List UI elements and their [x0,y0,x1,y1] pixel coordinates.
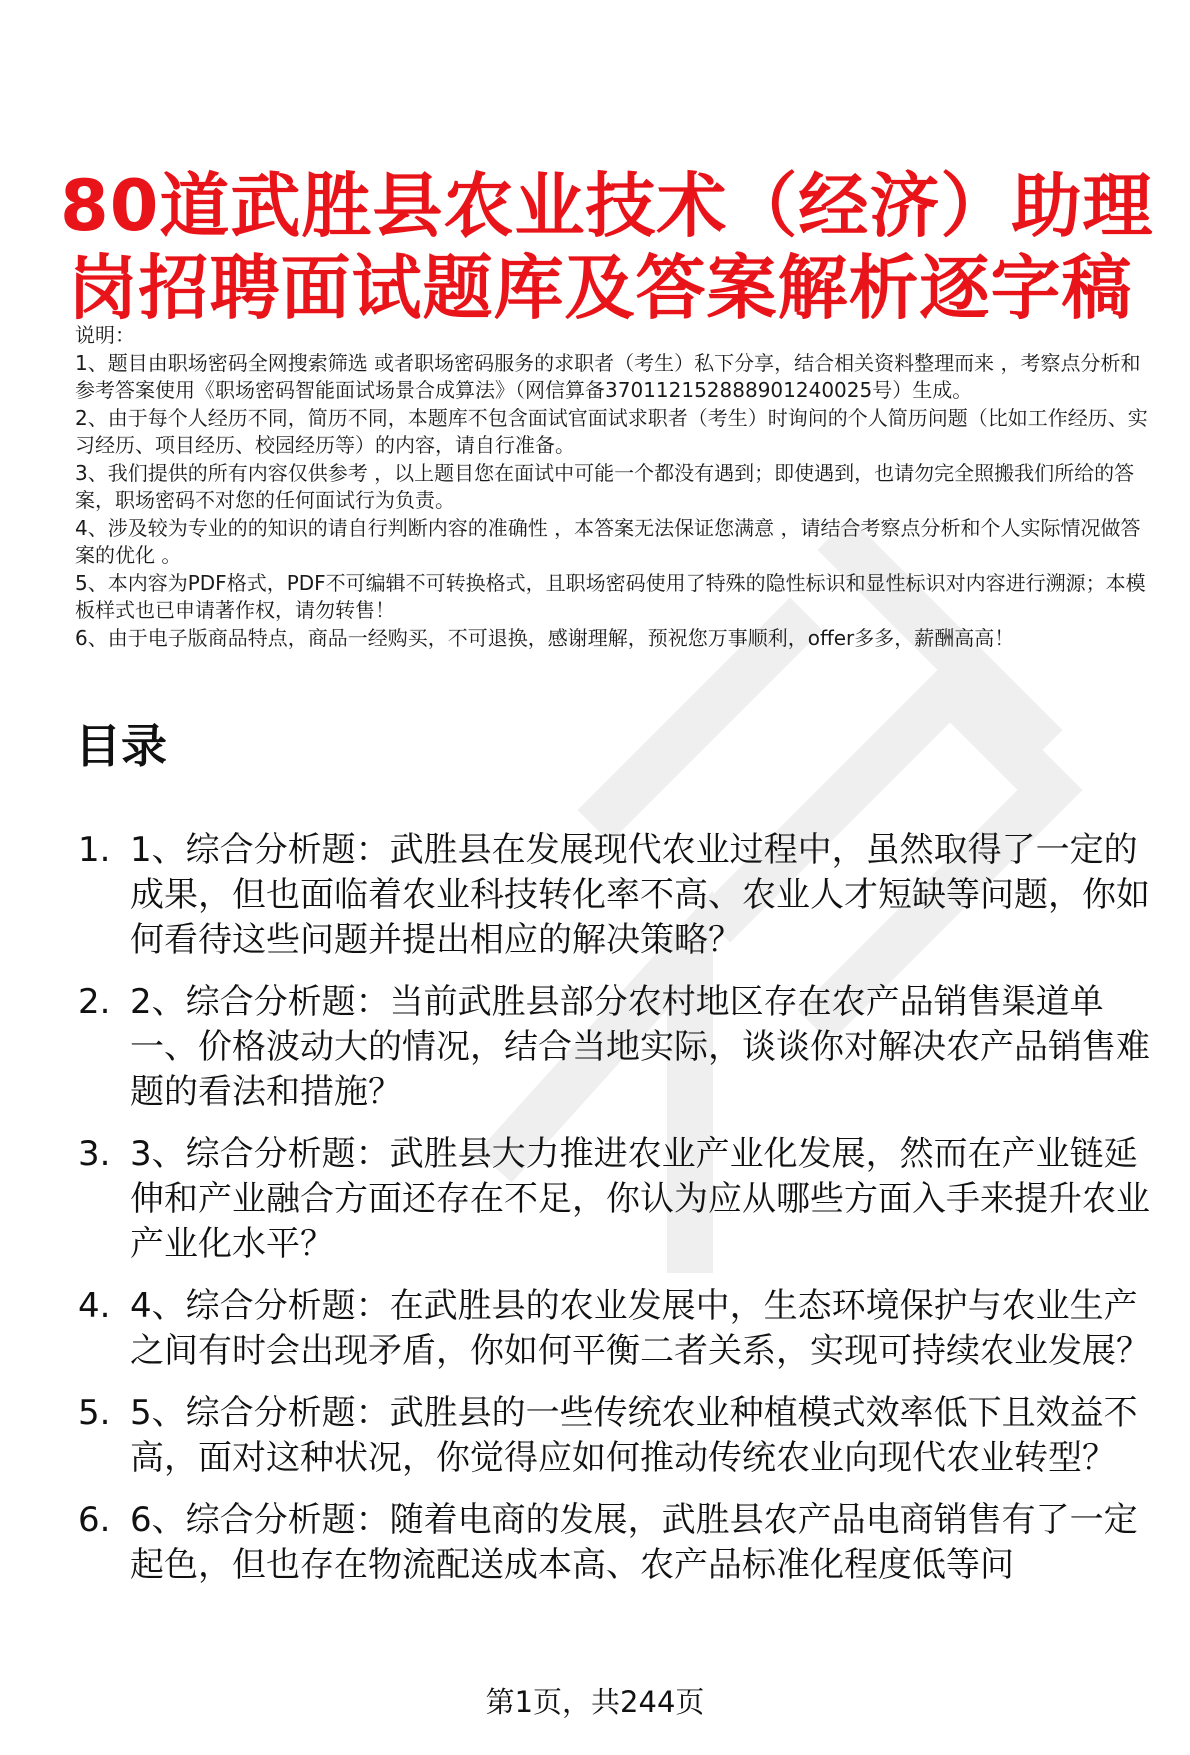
instructions-section [75,322,1160,652]
title-line-2: 岗招聘面试题库及答案解析逐字稿 [67,246,1133,329]
toc-item-4[interactable] [78,1284,1168,1374]
instruction-item: 2、由于每个人经历不同，简历不同，本题库不包含面试官面试求职者（考生）时询问的个人简历问题（比如工作经历、实习经历、项目经历、校园经历等）的内容，请自行准备。 [75,405,1148,457]
toc-item-number: 5. [78,1393,111,1433]
toc-item-number: 2. [78,982,111,1022]
toc-item-text[interactable]: 1、综合分析题：武胜县在发展现代农业过程中，虽然取得了一定的成果，但也面临着农业科技转化率不高、农业人才短缺等问题，你如何看待这些问题并提出相应的解决策略？ [130,830,1150,960]
toc-item-number: 3. [78,1134,111,1174]
instructions-label: 说明： [75,323,135,347]
toc-item-text[interactable]: 5、综合分析题：武胜县的一些传统农业种植模式效率低下且效益不高，面对这种状况，你觉得应如何推动传统农业向现代农业转型？ [130,1393,1138,1478]
toc-item-number: 4. [78,1286,111,1326]
toc-item-6[interactable] [78,1498,1168,1588]
instruction-item: 1、题目由职场密码全网搜索筛选 或者职场密码服务的求职者（考生）私下分享，结合相关资料整理而来 ，考察点分析和参考答案使用《职场密码智能面试场景合成算法》（网信算备370112152888901240025号）生成。 [75,350,1141,402]
toc-item-2[interactable] [78,980,1168,1115]
document-title [60,164,1154,329]
toc-item-1[interactable] [78,828,1168,963]
toc-item-number: 6. [78,1500,111,1540]
toc-item-text[interactable]: 3、综合分析题：武胜县大力推进农业产业化发展，然而在产业链延伸和产业融合方面还存在不足，你认为应从哪些方面入手来提升农业产业化水平？ [130,1134,1150,1264]
instruction-item: 5、本内容为PDF格式，PDF不可编辑不可转换格式，且职场密码使用了特殊的隐性标识和显性标识对内容进行溯源；本模板样式也已申请著作权，请勿转售！ [75,570,1146,622]
toc-item-5[interactable] [78,1391,1168,1481]
instruction-item: 4、涉及较为专业的的知识的请自行判断内容的准确性 ，本答案无法保证您满意 ，请结合考察点分析和个人实际情况做答案的优化 。 [75,515,1141,567]
toc-item-number: 1. [78,830,111,870]
toc-heading: 目录 [75,719,167,773]
page-footer: 第1页，共244页 [485,1685,705,1719]
instruction-item: 3、我们提供的所有内容仅供参考 ，以上题目您在面试中可能一个都没有遇到；即使遇到，也请勿完全照搬我们所给的答案，职场密码不对您的任何面试行为负责。 [75,460,1135,512]
toc-item-text[interactable]: 4、综合分析题：在武胜县的农业发展中，生态环境保护与农业生产之间有时会出现矛盾，你如何平衡二者关系，实现可持续农业发展？ [130,1286,1150,1371]
table-of-contents [78,828,1168,1605]
toc-item-text[interactable]: 2、综合分析题：当前武胜县部分农村地区存在农产品销售渠道单一、价格波动大的情况，结合当地实际，谈谈你对解决农产品销售难题的看法和措施？ [130,982,1150,1112]
title-line-1: 80道武胜县农业技术（经济）助理 [60,164,1154,247]
instruction-item: 6、由于电子版商品特点，商品一经购买，不可退换，感谢理解，预祝您万事顺利，offer多多，薪酬高高！ [75,625,1015,650]
toc-item-text[interactable]: 6、综合分析题：随着电商的发展，武胜县农产品电商销售有了一定起色，但也存在物流配送成本高、农产品标准化程度低等问 [130,1500,1138,1585]
toc-item-3[interactable] [78,1132,1168,1267]
